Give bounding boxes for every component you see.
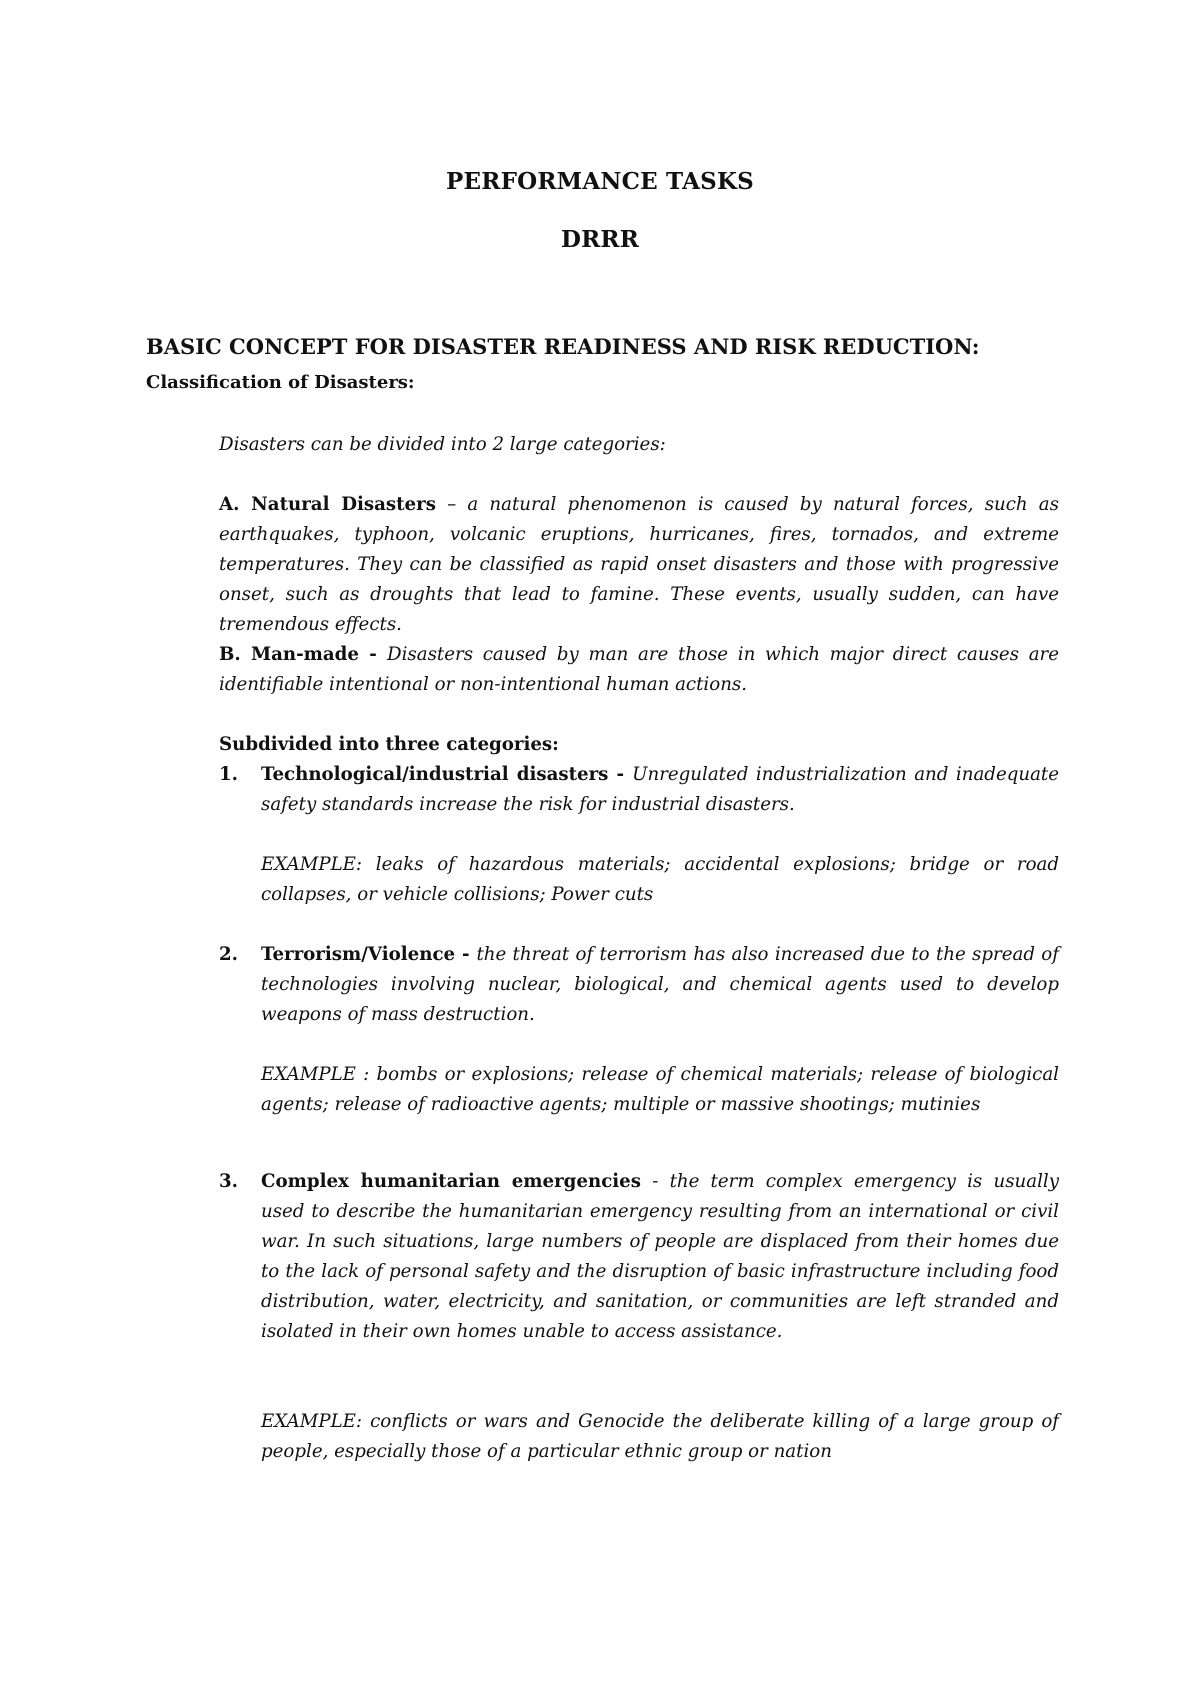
- item-example: EXAMPLE : bombs or explosions; release of chemical materials; release of biological agents; release of radioactive agents; multiple or massive shootings; mutinies: [261, 1064, 1059, 1115]
- item-label: Terrorism/Violence: [261, 944, 456, 965]
- item-label: Technological/industrial disasters: [261, 764, 609, 785]
- classification-subheading: Classification of Disasters:: [146, 372, 415, 393]
- list-number: 3.: [219, 1171, 238, 1192]
- subdivided-heading: Subdivided into three categories:: [219, 734, 559, 755]
- categories-paragraph: [219, 490, 1059, 700]
- item-separator: -: [640, 1171, 670, 1192]
- item-text: the term complex emergency is usually used to describe the humanitarian emergency resulting from an international or civil war. In such situations, large numbers of people are displaced from their homes due to the lack of personal safety and the disruption of basic infrastructure including food distribution, water, electricity, and sanitation, or communities are left stranded and isolated in their own homes unable to access assistance.: [261, 1171, 1059, 1342]
- item-text: the threat of terrorism has also increased due to the spread of technologies involving nuclear, biological, and chemical agents used to develop weapons of mass destruction.: [261, 944, 1059, 1025]
- category-natural: [219, 490, 1059, 640]
- item-separator: -: [608, 764, 633, 785]
- list-item-body: [261, 940, 1059, 1030]
- item-separator: -: [455, 944, 477, 965]
- document-subtitle: DRRR: [560, 226, 640, 253]
- category-label: A. Natural Disasters: [219, 494, 436, 515]
- item-label: Complex humanitarian emergencies: [261, 1171, 641, 1192]
- section-heading: BASIC CONCEPT FOR DISASTER READINESS AND RISK REDUCTION:: [146, 334, 980, 359]
- item-example: EXAMPLE: leaks of hazardous materials; accidental explosions; bridge or road collapses, or vehicle collisions; Power cuts: [261, 854, 1059, 905]
- list-item-body: [261, 760, 1059, 820]
- category-separator: -: [358, 644, 388, 665]
- category-text: Disasters caused by man are those in which major direct causes are identifiable intentional or non-intentional human actions.: [219, 644, 1060, 695]
- list-number: 1.: [219, 764, 238, 785]
- document-title: PERFORMANCE TASKS: [446, 168, 754, 195]
- list-item-body: [261, 1167, 1059, 1347]
- intro-text: Disasters can be divided into 2 large categories:: [219, 434, 666, 455]
- category-text: a natural phenomenon is caused by natural forces, such as earthquakes, typhoon, volcanic eruptions, hurricanes, fires, tornados, and extreme temperatures. They can be classified as rapid onset disasters and those with progressive onset, such as droughts that lead to famine. These events, usually sudden, can have tremendous effects.: [219, 494, 1059, 635]
- category-man-made: [219, 640, 1059, 700]
- category-label: B. Man-made: [219, 644, 359, 665]
- item-example: EXAMPLE: conflicts or wars and Genocide the deliberate killing of a large group of people, especially those of a particular ethnic group or nation: [261, 1411, 1059, 1462]
- category-separator: –: [435, 494, 468, 515]
- list-number: 2.: [219, 944, 238, 965]
- item-text: Unregulated industrialization and inadequate safety standards increase the risk for industrial disasters.: [261, 764, 1059, 815]
